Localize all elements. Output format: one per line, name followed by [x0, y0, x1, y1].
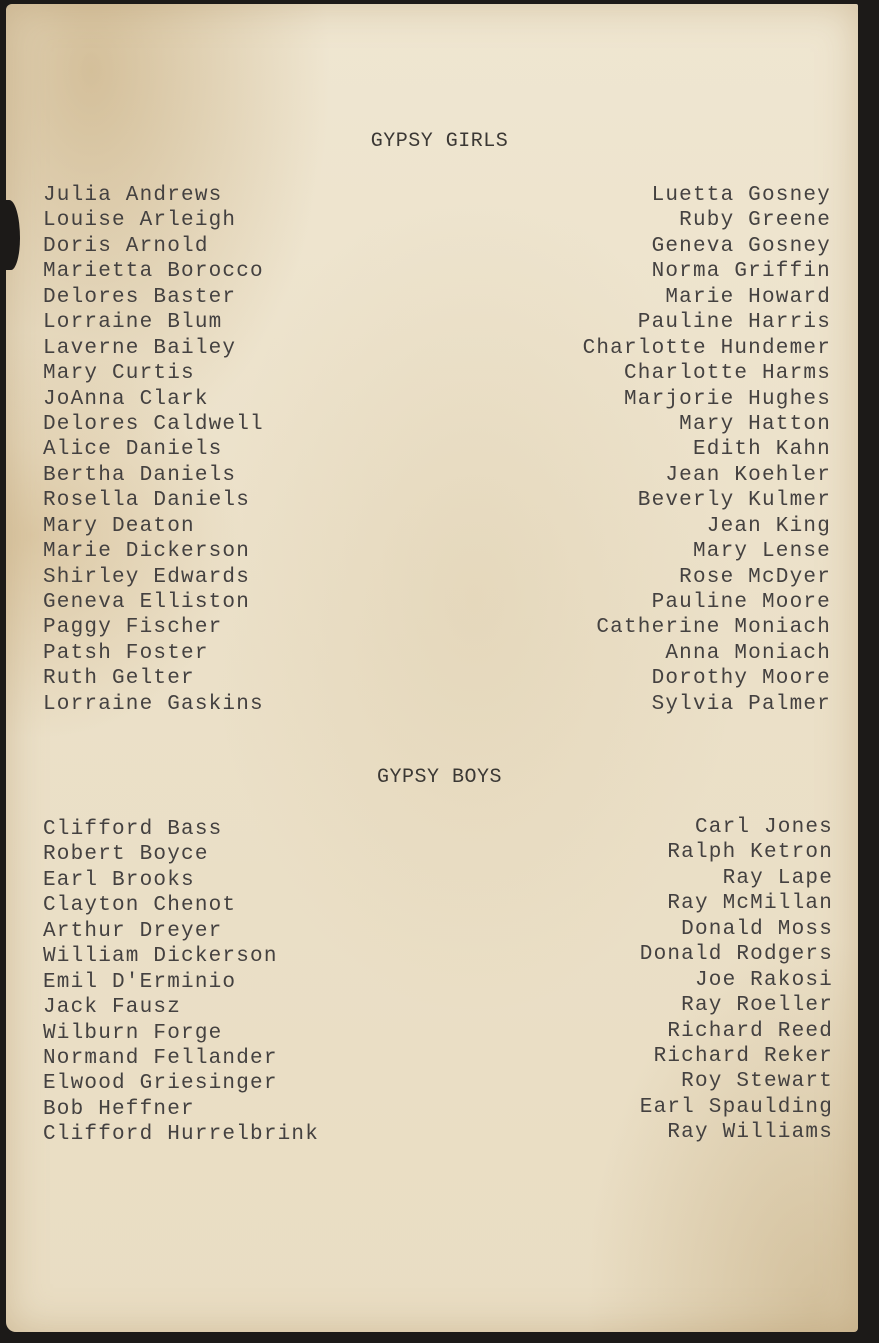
cast-name: Shirley Edwards — [43, 565, 251, 589]
cast-name: Elwood Griesinger — [43, 1072, 278, 1096]
cast-name: Emil D'Erminio — [43, 970, 237, 994]
cast-name: Richard Reed — [667, 1019, 833, 1043]
cast-name: Rose McDyer — [679, 565, 831, 589]
cast-name: JoAnna Clark — [43, 387, 209, 411]
cast-name: Robert Boyce — [43, 843, 209, 867]
cast-name: Beverly Kulmer — [637, 489, 831, 513]
cast-name: Charlotte Hundemer — [582, 336, 831, 360]
cast-name: Normand Fellander — [43, 1046, 278, 1070]
cast-name: Marietta Borocco — [43, 260, 264, 284]
cast-name: Mary Curtis — [43, 362, 195, 386]
cast-name: Ray Williams — [667, 1121, 833, 1145]
cast-name: Bob Heffner — [43, 1097, 195, 1121]
cast-name: Earl Spaulding — [639, 1095, 833, 1119]
cast-name: Paggy Fischer — [43, 616, 223, 640]
cast-name: Lorraine Blum — [43, 311, 223, 335]
cast-name: Mary Deaton — [43, 514, 195, 538]
cast-name: Doris Arnold — [43, 234, 209, 258]
cast-name: Lorraine Gaskins — [43, 692, 264, 716]
cast-name: Pauline Harris — [637, 311, 831, 335]
cast-name: Pauline Moore — [651, 591, 831, 614]
cast-name: Marie Dickerson — [43, 540, 251, 564]
cast-name: Clayton Chenot — [43, 894, 237, 918]
gypsy-girls-right-column — [583, 183, 831, 717]
cast-name: Delores Caldwell — [43, 412, 264, 436]
gypsy-boys-heading: GYPSY BOYS — [376, 766, 503, 789]
cast-name: Earl Brooks — [43, 868, 195, 892]
gypsy-girls-heading: GYPSY GIRLS — [370, 130, 509, 153]
cast-name: Geneva Gosney — [651, 234, 831, 258]
cast-name: Clifford Bass — [43, 818, 223, 841]
cast-name: Arthur Dreyer — [43, 919, 223, 943]
cast-name: Luetta Gosney — [651, 184, 831, 207]
cast-name: Ray Lape — [722, 866, 833, 890]
cast-name: Rosella Daniels — [43, 489, 251, 513]
cast-name: Jean Koehler — [665, 463, 831, 487]
cast-name: Louise Arleigh — [43, 209, 237, 233]
cast-name: Patsh Foster — [43, 641, 209, 665]
cast-name: Mary Lense — [692, 540, 831, 564]
cast-name: Norma Griffin — [651, 260, 831, 284]
cast-name: Ruth Gelter — [43, 667, 195, 691]
cast-name: Jack Fausz — [43, 996, 182, 1020]
cast-name: Wilburn Forge — [43, 1021, 223, 1045]
cast-name: Donald Moss — [681, 917, 833, 941]
cast-name: Julia Andrews — [43, 184, 223, 207]
cast-name: Charlotte Harms — [623, 362, 831, 386]
cast-name: Dorothy Moore — [651, 667, 831, 691]
cast-name: Alice Daniels — [43, 438, 223, 462]
cast-name: Delores Baster — [43, 285, 237, 309]
cast-name: Bertha Daniels — [43, 463, 237, 487]
cast-name: Jean King — [706, 514, 831, 538]
gypsy-boys-left-column — [43, 817, 319, 1148]
cast-name: Mary Hatton — [679, 412, 831, 436]
cast-name: Marie Howard — [665, 285, 831, 309]
cast-name: Donald Rodgers — [639, 943, 833, 967]
cast-name: Sylvia Palmer — [651, 692, 831, 716]
cast-name: Joe Rakosi — [694, 968, 833, 992]
cast-name: Marjorie Hughes — [623, 387, 831, 411]
cast-name: Ruby Greene — [679, 209, 831, 233]
cast-name: Clifford Hurrelbrink — [43, 1123, 320, 1147]
cast-name: Laverne Bailey — [43, 336, 237, 360]
cast-name: Ray Roeller — [681, 994, 833, 1018]
cast-name: Richard Reker — [653, 1044, 833, 1068]
cast-name: William Dickerson — [43, 945, 278, 969]
cast-name: Geneva Elliston — [43, 591, 251, 614]
gypsy-boys-right-column — [640, 815, 833, 1146]
cast-name: Catherine Moniach — [596, 616, 831, 640]
cast-name: Roy Stewart — [681, 1070, 833, 1094]
cast-name: Anna Moniach — [665, 641, 831, 665]
cast-name: Ray McMillan — [667, 892, 833, 916]
cast-name: Ralph Ketron — [667, 841, 833, 865]
gypsy-girls-left-column — [43, 183, 264, 717]
cast-name: Carl Jones — [694, 816, 833, 839]
cast-name: Edith Kahn — [692, 438, 831, 462]
